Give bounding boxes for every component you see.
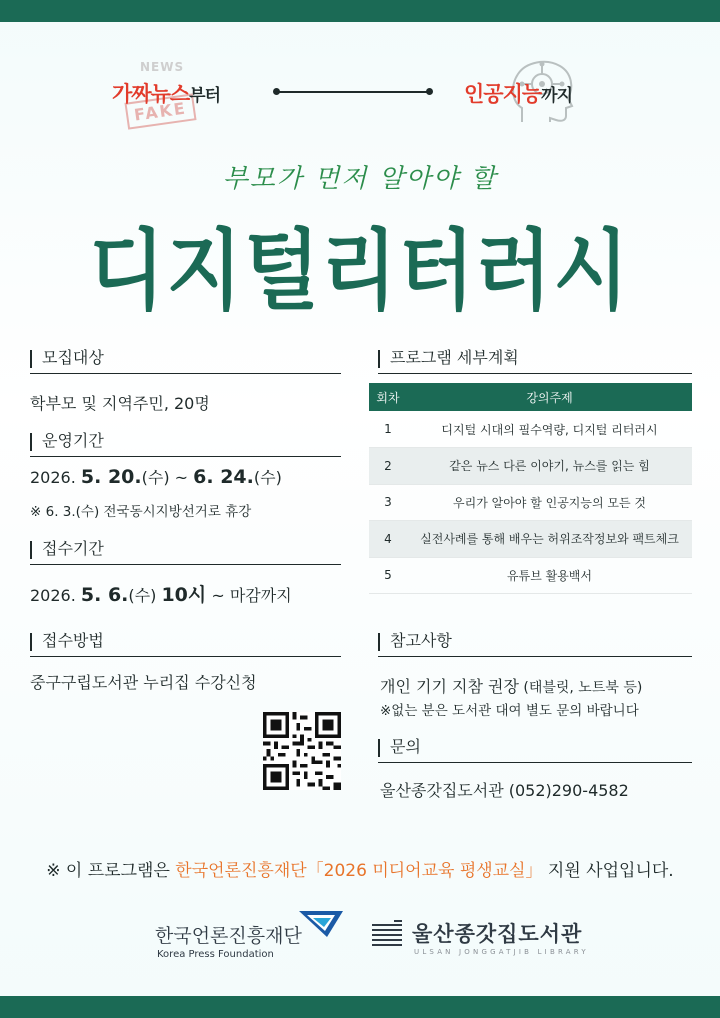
session-number: 5	[369, 557, 407, 594]
library-logo	[372, 918, 589, 963]
program-table	[369, 383, 692, 594]
qr-code-icon[interactable]	[263, 712, 341, 790]
library-logo-name: 울산종갓집도서관	[412, 922, 583, 946]
fake-news-label	[112, 78, 220, 108]
table-row	[369, 484, 692, 521]
divider	[378, 656, 692, 657]
notice-text-paren: (태블릿, 노트북 등)	[518, 680, 643, 696]
ai-label-main: 인공지능	[464, 82, 542, 106]
fake-stamp-icon: FAKE	[124, 93, 196, 129]
contact-heading: 문의	[378, 739, 421, 757]
apply-method-heading: 접수방법	[30, 633, 104, 651]
divider	[30, 373, 341, 374]
bottom-bar	[0, 996, 720, 1018]
session-number: 1	[369, 411, 407, 448]
news-text: NEWS	[140, 60, 185, 74]
apply-day: (수)	[128, 586, 157, 605]
subtitle: 부모가 먼저 알아야 할	[222, 164, 498, 194]
apply-date: 5. 6.	[80, 584, 129, 606]
recruit-heading: 모집대상	[30, 350, 104, 368]
ai-label	[464, 78, 572, 108]
kpf-logo	[155, 905, 345, 965]
library-logo-en: ULSAN JONGGATJIB LIBRARY	[414, 948, 589, 956]
period-dates	[30, 465, 282, 488]
sponsor-note	[0, 856, 720, 881]
session-number: 4	[369, 521, 407, 558]
library-books-icon	[372, 920, 406, 950]
apply-method-text: 중구구립도서관 누리집 수강신청	[30, 673, 257, 692]
session-topic: 디지털 시대의 필수역량, 디지털 리터러시	[407, 411, 692, 448]
sponsor-prefix: ※ 이 프로그램은	[46, 861, 176, 881]
notice-note: ※없는 분은 도서관 대여 별도 문의 바랍니다	[380, 703, 639, 719]
kpf-mark-icon	[297, 907, 345, 941]
column-header: 회차	[369, 383, 407, 411]
table-row	[369, 411, 692, 448]
session-topic: 우리가 알아야 할 인공지능의 모든 것	[407, 484, 692, 521]
ai-label-suffix: 까지	[541, 86, 573, 106]
period-start-day: (수)	[141, 468, 170, 487]
period-year: 2026.	[30, 468, 76, 487]
notice-text-main: 개인 기기 지참 권장	[380, 677, 519, 696]
period-heading: 운영기간	[30, 433, 104, 451]
sponsor-suffix: 지원 사업입니다.	[542, 861, 674, 881]
contact-text: 울산종갓집도서관 (052)290-4582	[380, 781, 629, 800]
divider	[30, 564, 341, 565]
notice-heading: 참고사항	[378, 633, 452, 651]
notice-text	[380, 674, 642, 697]
session-topic: 유튜브 활용백서	[407, 557, 692, 594]
period-end-day: (수)	[253, 468, 282, 487]
session-topic: 실전사례를 통해 배우는 허위조작정보와 팩트체크	[407, 521, 692, 558]
recruit-text: 학부모 및 지역주민, 20명	[30, 394, 210, 413]
table-row	[369, 557, 692, 594]
table-row	[369, 521, 692, 558]
table-row	[369, 448, 692, 485]
divider	[30, 656, 341, 657]
apply-year: 2026.	[30, 586, 76, 605]
sponsor-highlight: 한국언론진흥재단「2026 미디어교육 평생교실」	[175, 861, 543, 881]
apply-period-heading: 접수기간	[30, 541, 104, 559]
kpf-logo-name: 한국언론진흥재단	[155, 925, 302, 947]
header-connector	[276, 91, 430, 93]
divider	[378, 762, 692, 763]
fake-news-badge	[112, 60, 252, 132]
session-number: 3	[369, 484, 407, 521]
apply-rest: ~ 마감까지	[206, 586, 292, 605]
page-title: 디지털리터러시	[89, 221, 631, 323]
period-note: ※ 6. 3.(수) 전국동시지방선거로 휴강	[30, 504, 252, 520]
period-start: 5. 20.	[80, 466, 142, 488]
program-heading: 프로그램 세부계획	[378, 350, 519, 368]
table-header-row	[369, 383, 692, 411]
period-end: 6. 24.	[193, 466, 254, 488]
session-topic: 같은 뉴스 다른 이야기, 뉴스를 읽는 힘	[407, 448, 692, 485]
period-tilde: ~	[169, 468, 194, 487]
apply-period-dates	[30, 580, 292, 607]
apply-time: 10시	[161, 584, 207, 606]
top-bar	[0, 0, 720, 22]
fake-news-label-suffix: 부터	[189, 86, 221, 106]
divider	[378, 373, 692, 374]
divider	[30, 456, 341, 457]
column-header: 강의주제	[407, 383, 692, 411]
fake-news-label-main: 가짜뉴스	[112, 82, 190, 106]
ai-badge	[462, 56, 612, 128]
session-number: 2	[369, 448, 407, 485]
kpf-logo-en: Korea Press Foundation	[157, 949, 274, 960]
